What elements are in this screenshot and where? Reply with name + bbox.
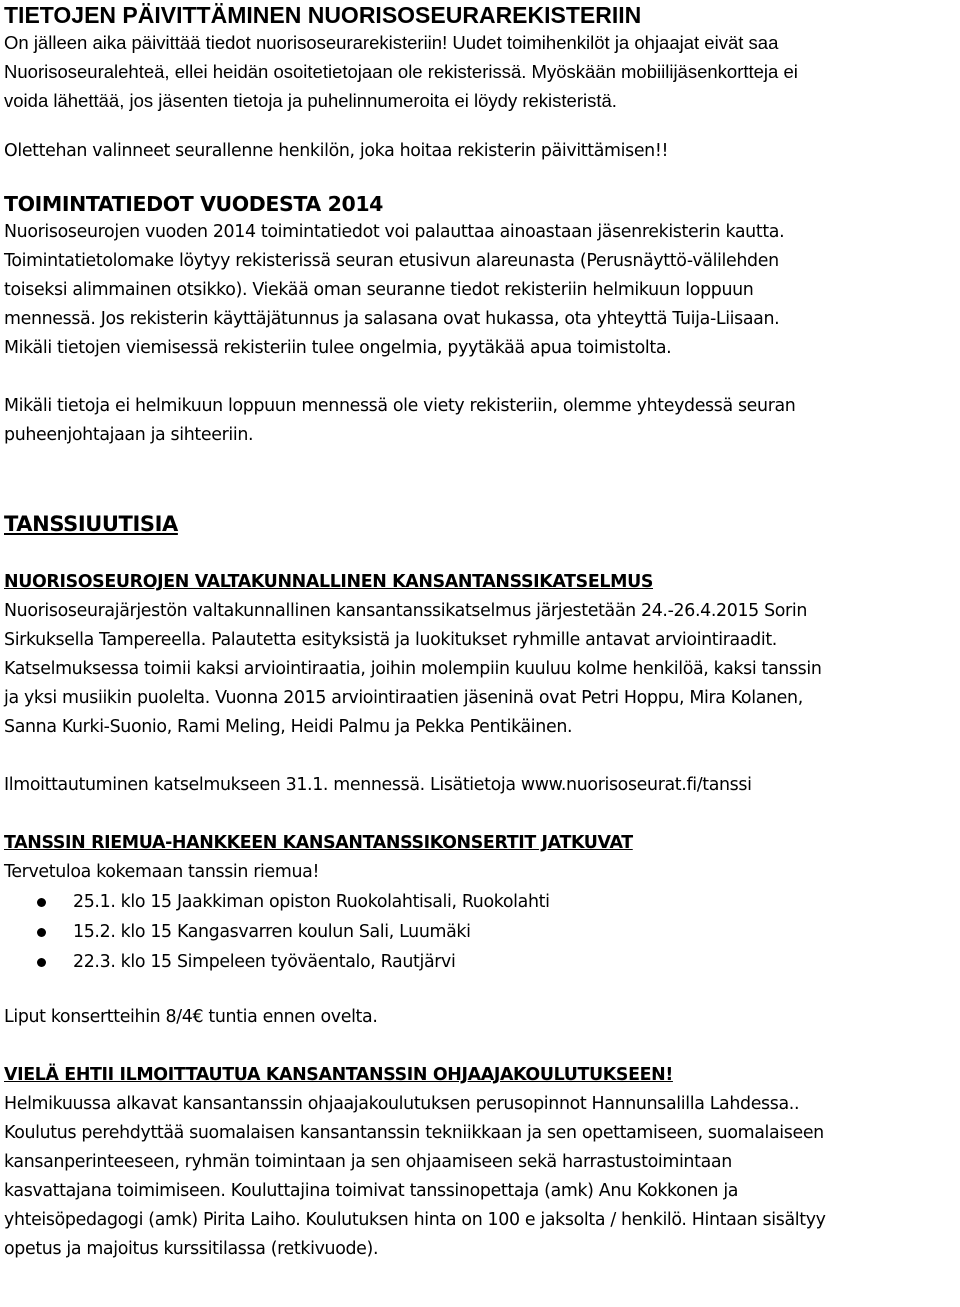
katselmus-paragraph — [4, 597, 960, 742]
registry-paragraph — [4, 28, 960, 115]
ohjaaja-paragraph — [4, 1090, 960, 1264]
text-line: Toimintatietolomake löytyy rekisterissä seuran etusivun alareunasta (Perusnäyttö-välilehden — [4, 251, 779, 271]
text-line: Helmikuussa alkavat kansantanssin ohjaajakoulutuksen perusopinnot Hannunsalilla Lahdessa.. — [4, 1094, 800, 1114]
ohjaaja-title: VIELÄ EHTII ILMOITTAUTUA KANSANTANSSIN OHJAAJAKOULUTUKSEEN! — [4, 1065, 673, 1085]
katselmus-signup: Ilmoittautuminen katselmukseen 31.1. mennessä. Lisätietoja www.nuorisoseurat.fi/tanssi — [4, 775, 752, 795]
list-item — [4, 917, 960, 947]
section-title-registry: TIETOJEN PÄIVITTÄMINEN NUORISOSEURAREKISTERIIN — [4, 2, 642, 28]
text-line: yhteisöpedagogi (amk) Pirita Laiho. Koulutuksen hinta on 100 e jaksolta / henkilö. Hintaan sisältyy — [4, 1210, 826, 1230]
text-line: voida lähettää, jos jäsenten tietoja ja puhelinnumeroita ei löydy rekisteristä. — [4, 90, 617, 111]
text-line: On jälleen aika päivittää tiedot nuorisoseurarekisteriin! Uudet toimihenkilöt ja ohjaajat eivät saa — [4, 32, 779, 53]
riemu-intro: Tervetuloa kokemaan tanssin riemua! — [4, 862, 320, 882]
concert-list — [4, 887, 960, 977]
text-line: Sanna Kurki-Suonio, Rami Meling, Heidi Palmu ja Pekka Pentikäinen. — [4, 717, 573, 737]
text-line: Sirkuksella Tampereella. Palautetta esityksistä ja luokitukset ryhmille antavat arviointiraadit. — [4, 630, 777, 650]
text-line: kasvattajana toimimiseen. Kouluttajina toimivat tanssinopettaja (amk) Anu Kokkonen ja — [4, 1181, 739, 1201]
text-line: mennessä. Jos rekisterin käyttäjätunnus ja salasana ovat hukassa, ota yhteyttä Tuija-Liisaan. — [4, 309, 780, 329]
text-line: Katselmuksessa toimii kaksi arviointiraatia, joihin molempiin kuuluu kolme henkilöä, kaksi tanssin — [4, 659, 822, 679]
concert-text: 15.2. klo 15 Kangasvarren koulun Sali, Luumäki — [73, 922, 471, 942]
registry-reminder: Olettehan valinneet seurallenne henkilön, joka hoitaa rekisterin päivittämisen!! — [4, 141, 669, 161]
text-line: Nuorisoseurojen vuoden 2014 toimintatiedot voi palauttaa ainoastaan jäsenrekisterin kautta. — [4, 222, 785, 242]
katselmus-title: NUORISOSEUROJEN VALTAKUNNALLINEN KANSANTANSSIKATSELMUS — [4, 572, 654, 592]
riemu-title: TANSSIN RIEMUA-HANKKEEN KANSANTANSSIKONSERTIT JATKUVAT — [4, 833, 633, 853]
list-item — [4, 947, 960, 977]
section-title-activity-data: TOIMINTATIEDOT VUODESTA 2014 — [4, 192, 384, 216]
bullet-icon — [37, 928, 46, 937]
list-item — [4, 887, 960, 917]
text-line: Nuorisoseuralehteä, ellei heidän osoitetietojaan ole rekisterissä. Myöskään mobiilijäsenkortteja ei — [4, 61, 798, 82]
bullet-icon — [37, 898, 46, 907]
text-line: Nuorisoseurajärjestön valtakunnallinen kansantanssikatselmus järjestetään 24.-26.4.2015 Sorin — [4, 601, 808, 621]
bullet-icon — [37, 958, 46, 967]
text-line: Mikäli tietoja ei helmikuun loppuun mennessä ole viety rekisteriin, olemme yhteydessä seuran — [4, 396, 796, 416]
text-line: toiseksi alimmainen otsikko). Viekää oman seuranne tiedot rekisteriin helmikuun loppuun — [4, 280, 754, 300]
text-line: opetus ja majoitus kurssitilassa (retkivuode). — [4, 1239, 379, 1259]
text-line: ja yksi musiikin puolelta. Vuonna 2015 arviointiraatien jäseninä ovat Petri Hoppu, Mira Kolanen, — [4, 688, 803, 708]
activity-followup-paragraph — [4, 392, 960, 450]
text-line: Mikäli tietojen viemisessä rekisteriin tulee ongelmia, pyytäkää apua toimistolta. — [4, 338, 672, 358]
text-line: Koulutus perehdyttää suomalaisen kansantanssin tekniikkaan ja sen opettamiseen, suomalaiseen — [4, 1123, 824, 1143]
concert-text: 25.1. klo 15 Jaakkiman opiston Ruokolahtisali, Ruokolahti — [73, 892, 550, 912]
text-line: kansanperinteeseen, ryhmän toimintaan ja sen ohjaamiseen sekä harrastustoimintaan — [4, 1152, 732, 1172]
activity-paragraph — [4, 218, 960, 363]
riemu-tickets: Liput konsertteihin 8/4€ tuntia ennen ovelta. — [4, 1007, 378, 1027]
text-line: puheenjohtajaan ja sihteeriin. — [4, 425, 254, 445]
concert-text: 22.3. klo 15 Simpeleen työväentalo, Rautjärvi — [73, 952, 456, 972]
section-title-dance-news: TANSSIUUTISIA — [4, 512, 178, 536]
